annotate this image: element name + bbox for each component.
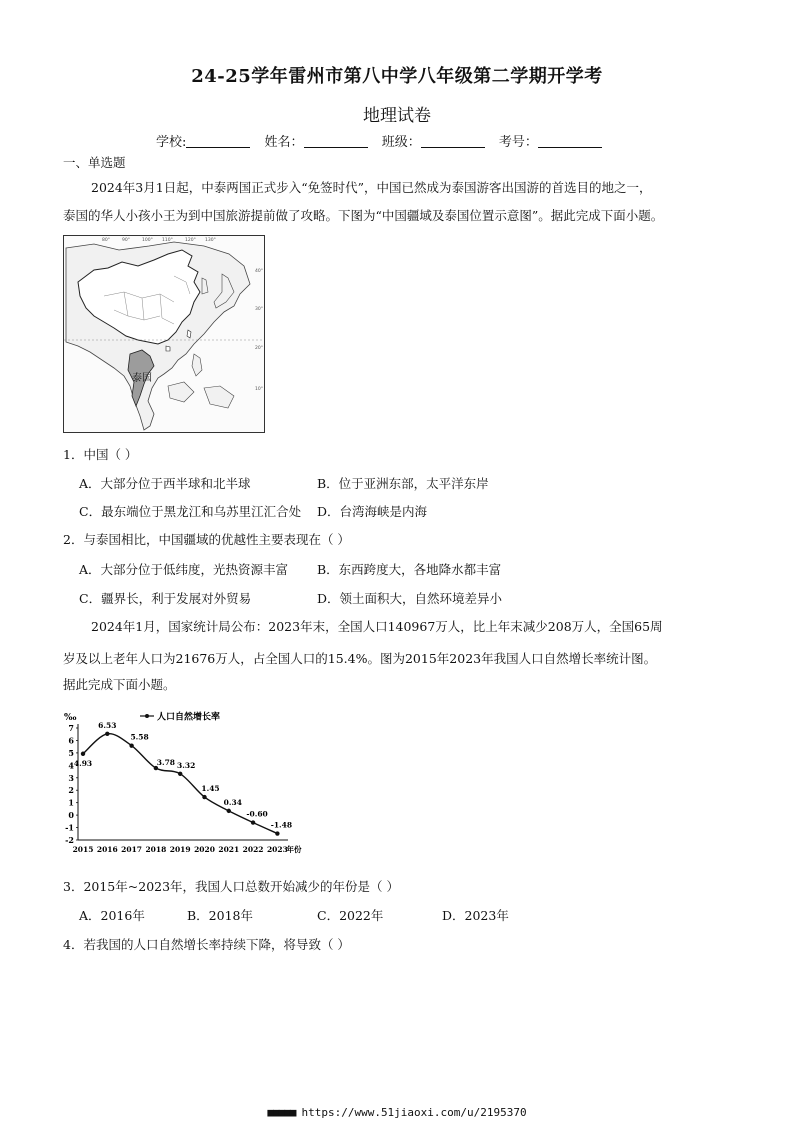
data-point: [81, 752, 85, 756]
x-tick-label: 2016: [96, 845, 118, 854]
x-tick-label: 2019: [169, 845, 191, 854]
map-lon-label: 80°: [102, 238, 110, 243]
map-lon-label: 110°: [162, 238, 173, 243]
data-point: [251, 820, 255, 824]
student-info-line: [156, 131, 612, 150]
question-1-option-a[interactable]: A．大部分位于西半球和北半球: [79, 476, 251, 491]
footer-url[interactable]: https://www.51jiaoxi.com/u/2195370: [301, 1106, 527, 1119]
number-label: 考号：: [498, 135, 538, 150]
passage2-line2: 岁及以上老年人口为21676万人，占全国人口的15.4%。图为2015年2023年我国人口自然增长率统计图。: [63, 651, 657, 666]
x-tick-label: 2018: [145, 845, 167, 854]
data-label: -0.60: [246, 809, 268, 819]
data-label: 5.58: [130, 732, 149, 742]
x-tick-label: 2020: [194, 845, 215, 854]
x-tick-label: 2023: [266, 845, 288, 854]
passage1-line1: 2024年3月1日起，中泰两国正式步入“免签时代”，中国已然成为泰国游客出国游的首选目的地之一，: [91, 180, 652, 195]
name-blank[interactable]: [304, 135, 368, 148]
question-3-option-d[interactable]: D．2023年: [442, 908, 509, 923]
x-tick-label: 2022: [242, 845, 264, 854]
y-tick-label: 5: [68, 747, 74, 758]
china-thailand-map: [63, 235, 265, 433]
map-graphic: [64, 236, 264, 432]
data-point: [105, 732, 109, 736]
number-blank[interactable]: [538, 135, 602, 148]
question-1-option-c[interactable]: C．最东端位于黑龙江和乌苏里江汇合处: [79, 504, 302, 519]
question-3-stem: 3．2015年~2023年，我国人口总数开始减少的年份是（ ）: [63, 879, 400, 894]
map-lat-label: 10°: [255, 387, 263, 392]
y-tick-label: 1: [68, 797, 74, 808]
exam-subtitle: 地理试卷: [363, 106, 431, 126]
data-point: [227, 809, 231, 813]
data-label: 3.32: [177, 760, 196, 770]
question-3-option-a[interactable]: A．2016年: [79, 908, 145, 923]
y-tick-label: 3: [68, 772, 74, 783]
y-tick-label: 6: [68, 735, 74, 746]
map-lon-label: 100°: [142, 238, 153, 243]
question-4-stem: 4．若我国的人口自然增长率持续下降，将导致（ ）: [63, 937, 350, 952]
school-blank[interactable]: [186, 135, 250, 148]
data-label: -1.48: [270, 820, 293, 830]
section-heading: 一、单选题: [63, 155, 126, 170]
map-lon-label: 90°: [122, 238, 130, 243]
legend-marker: [145, 714, 149, 718]
page-footer: [0, 1106, 794, 1119]
class-label: 班级：: [381, 135, 421, 150]
data-point: [129, 743, 133, 747]
y-axis-unit: ‰: [64, 713, 77, 723]
y-tick-label: -2: [65, 835, 74, 845]
map-lon-label: 120°: [185, 238, 196, 243]
question-2-option-b[interactable]: B．东西跨度大，各地降水都丰富: [317, 562, 502, 577]
map-lat-label: 40°: [255, 269, 263, 274]
x-tick-label: 2015: [72, 845, 94, 854]
class-blank[interactable]: [421, 135, 485, 148]
question-2-option-c[interactable]: C．疆界长，利于发展对外贸易: [79, 591, 252, 606]
passage2-line1: 2024年1月，国家统计局公布：2023年末，全国人口140967万人，比上年末减少208万人，全国65周: [91, 619, 663, 634]
map-lat-label: 20°: [255, 346, 263, 351]
x-tick-label: 2017: [121, 845, 143, 854]
x-tick-label: 2021: [218, 845, 240, 854]
map-lat-label: 30°: [255, 307, 263, 312]
chart-svg: [60, 706, 312, 861]
y-tick-label: 0: [68, 810, 74, 821]
x-axis-label: 年份: [286, 845, 302, 854]
legend-label: 人口自然增长率: [157, 712, 221, 723]
data-label: 6.53: [98, 720, 117, 730]
y-tick-label: 4: [68, 760, 74, 771]
thailand-label: 泰国: [132, 373, 152, 384]
data-label: 0.34: [223, 797, 242, 807]
data-label: 1.45: [201, 784, 220, 794]
passage1-line2: 泰国的华人小孩小王为到中国旅游提前做了攻略。下图为“中国疆域及泰国位置示意图”。据此完成下面小题。: [63, 208, 664, 223]
question-2-stem: 2．与泰国相比，中国疆域的优越性主要表现在（ ）: [63, 532, 350, 547]
data-point: [202, 795, 206, 799]
footer-mark: ■■■■■: [267, 1106, 296, 1119]
question-1-option-b[interactable]: B．位于亚洲东部，太平洋东岸: [317, 476, 489, 491]
school-label: 学校:: [156, 135, 187, 150]
question-2-option-a[interactable]: A．大部分位于低纬度，光热资源丰富: [79, 562, 289, 577]
question-3-option-b[interactable]: B．2018年: [187, 908, 253, 923]
map-lon-label: 130°: [205, 238, 216, 243]
question-3-option-c[interactable]: C．2022年: [317, 908, 384, 923]
growth-rate-chart: [60, 706, 312, 861]
data-point: [275, 831, 279, 835]
y-tick-label: 7: [68, 723, 74, 733]
question-1-option-d[interactable]: D．台湾海峡是内海: [317, 504, 428, 519]
y-tick-label: 2: [68, 785, 74, 796]
passage2-line3: 据此完成下面小题。: [63, 677, 176, 692]
data-point: [178, 772, 182, 776]
data-label: 4.93: [73, 758, 93, 768]
data-label: 3.78: [156, 758, 176, 768]
y-tick-label: -1: [65, 822, 74, 833]
question-2-option-d[interactable]: D．领土面积大，自然环境差异小: [317, 591, 503, 606]
exam-title: 24-25学年雷州市第八中学八年级第二学期开学考: [191, 66, 603, 87]
name-label: 姓名：: [264, 135, 304, 150]
question-1-stem: 1．中国（ ）: [63, 447, 138, 462]
